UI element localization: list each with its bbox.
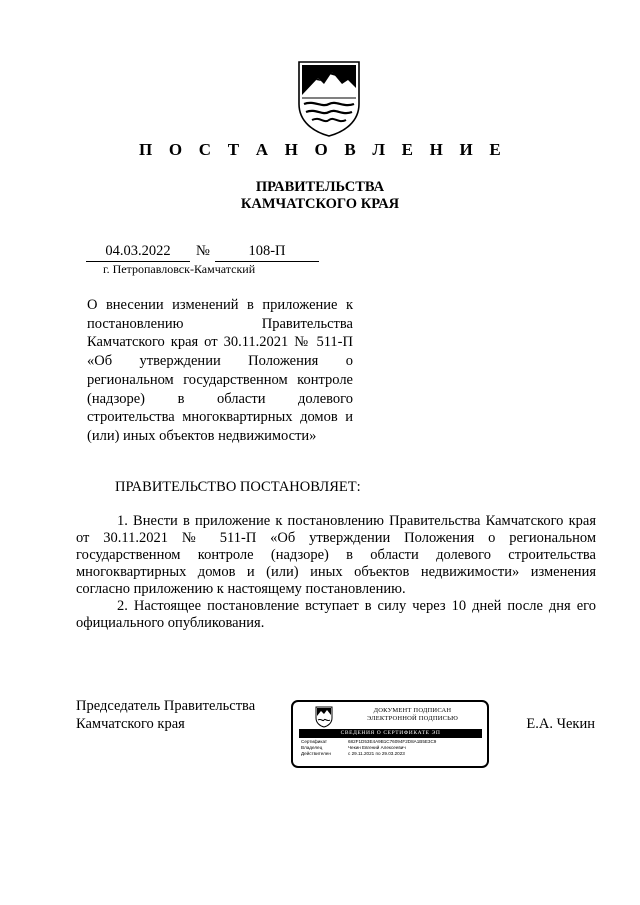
stamp-title-line-1: ДОКУМЕНТ ПОДПИСАН xyxy=(373,707,452,714)
coat-of-arms-emblem xyxy=(296,58,362,138)
body-line: 2. Настоящее постановление вступает в силу через 10 дней после дня его xyxy=(117,598,596,614)
certificate-value: 682F1D53E4A9B1C76094F2D8A1B5E3C9 xyxy=(348,739,437,744)
subject-line: Камчатского края от 30.11.2021 № 511-П xyxy=(87,334,353,351)
certificate-value: Чекин Евгений Алексеевич xyxy=(348,745,406,750)
decree-statement: ПРАВИТЕЛЬСТВО ПОСТАНОВЛЯЕТ: xyxy=(115,479,361,495)
body-line: официального опубликования. xyxy=(76,615,265,631)
body-line: 1. Внести в приложение к постановлению Правительства Камчатского края xyxy=(117,513,596,529)
authority-line-1: ПРАВИТЕЛЬСТВА xyxy=(255,179,385,195)
subject-line: (надзоре) в области долевого xyxy=(87,390,353,407)
subject-line: региональном государственном контроле xyxy=(87,371,353,388)
issuing-authority xyxy=(0,179,640,213)
subject-line: (или) иных объектов недвижимости» xyxy=(87,427,317,444)
signatory-position xyxy=(76,698,255,733)
document-number: 108-П xyxy=(215,243,319,262)
paragraph-2 xyxy=(76,598,596,632)
document-type-title: П О С Т А Н О В Л Е Н И Е xyxy=(139,140,507,159)
document-city: г. Петропавловск-Камчатский xyxy=(103,262,256,276)
certificate-info-header: СВЕДЕНИЯ О СЕРТИФИКАТЕ ЭП xyxy=(299,729,482,738)
subject-line: постановлению Правительства xyxy=(87,315,353,332)
subject-line: О внесении изменений в приложение к xyxy=(87,297,353,313)
subject-line: строительства многоквартирных домов и xyxy=(87,409,353,426)
signatory-position-line-1: Председатель Правительства xyxy=(76,698,256,714)
body-line: государственном контроле (надзоре) в области долевого строительства xyxy=(76,547,596,563)
certificate-key: Сертификат xyxy=(301,739,328,744)
subject-line: «Об утверждении Положения о xyxy=(87,353,353,370)
paragraph-1 xyxy=(76,513,596,598)
certificate-value: с 29.11.2021 по 29.03.2023 xyxy=(348,751,405,756)
document-body xyxy=(76,513,596,632)
certificate-key: Действителен xyxy=(301,751,331,756)
authority-line-2: КАМЧАТСКОГО КРАЯ xyxy=(240,196,400,212)
body-line: согласно приложению к настоящему постановлению. xyxy=(76,581,406,597)
stamp-title-line-2: ЭЛЕКТРОННОЙ ПОДПИСЬЮ xyxy=(367,715,458,722)
signatory-name: Е.А. Чекин xyxy=(526,716,595,732)
document-date: 04.03.2022 xyxy=(86,243,190,262)
certificate-info xyxy=(301,739,436,757)
coat-of-arms-icon xyxy=(315,706,333,728)
electronic-signature-stamp xyxy=(291,700,489,768)
body-line: многоквартирных домов и (или) иных объектов недвижимости» изменения xyxy=(76,564,596,580)
certificate-row xyxy=(301,751,436,757)
body-line: от 30.11.2021 № 511-П «Об утверждении Положения о региональном xyxy=(76,530,596,546)
number-sign: № xyxy=(196,243,210,259)
stamp-title xyxy=(345,707,480,723)
signatory-position-line-2: Камчатского края xyxy=(76,715,185,732)
certificate-key: Владелец xyxy=(301,745,323,750)
document-subject xyxy=(87,296,353,446)
